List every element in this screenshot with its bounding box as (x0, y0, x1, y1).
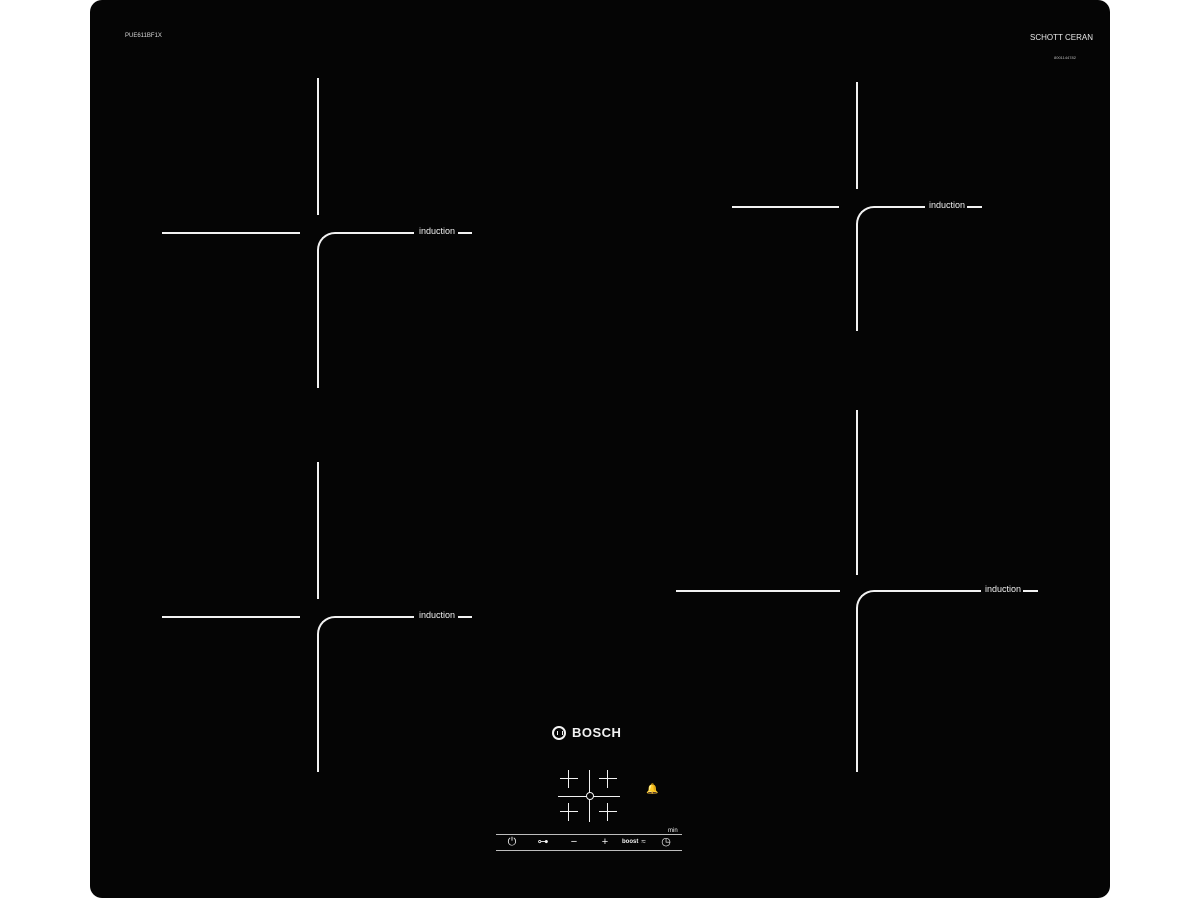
cooktop-surface (90, 0, 1110, 898)
minus-button[interactable]: − (570, 836, 578, 848)
zone-select-front-right-button[interactable] (599, 803, 617, 821)
boost-icon: ≈ (641, 837, 646, 846)
bosch-logo (552, 725, 621, 740)
zone-select-front-left-button[interactable] (560, 803, 578, 821)
zone-label-rear-right: induction (929, 200, 966, 210)
zone-label-front-left: induction (419, 610, 456, 620)
zone-select-rear-right-button[interactable] (599, 770, 617, 788)
bell-icon: 🔔 (646, 784, 659, 795)
timer-unit-label: min (668, 828, 678, 834)
power-button[interactable]: ⏻ (507, 836, 517, 848)
zone-label-rear-left: induction (419, 226, 456, 236)
zone-label-front-right: induction (985, 584, 1022, 594)
bosch-emblem-icon (552, 726, 566, 740)
child-lock-button[interactable]: ⊶ (537, 836, 549, 848)
brand-name: BOSCH (572, 725, 622, 740)
timer-button[interactable]: ◷ (661, 836, 671, 848)
plus-button[interactable]: + (601, 836, 609, 848)
boost-button[interactable] (622, 837, 646, 846)
zone-select-rear-left-button[interactable] (560, 770, 578, 788)
center-indicator-icon (586, 792, 594, 800)
model-number: PUE611BF1X (125, 33, 162, 39)
schott-ceran-logo: SCHOTT CERAN (1030, 33, 1093, 42)
schott-serial-number: 8001144782 (1054, 55, 1076, 60)
boost-label: boost (622, 838, 639, 845)
